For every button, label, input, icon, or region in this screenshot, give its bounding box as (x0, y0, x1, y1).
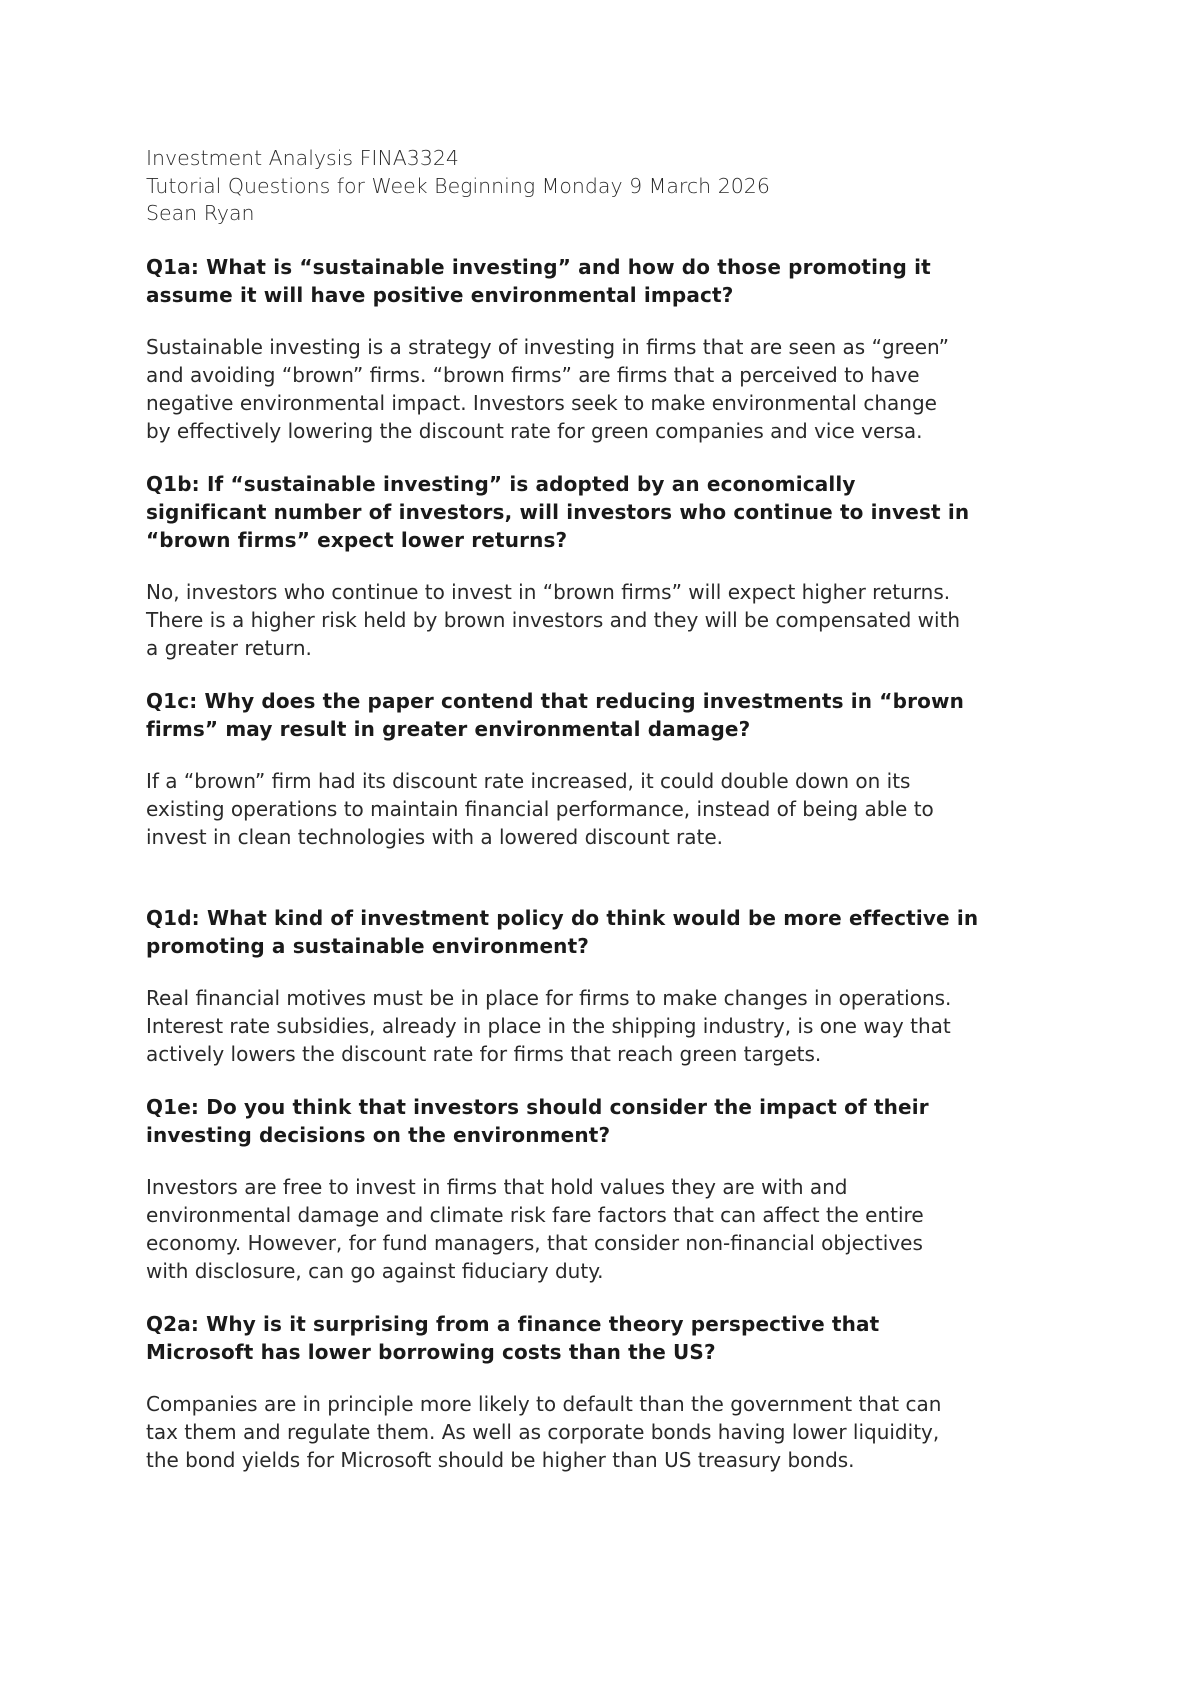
question-line: Q1a: What is “sustainable investing” and how do those promoting it (146, 254, 931, 279)
question-line: Q1d: What kind of investment policy do think would be more effective in (146, 905, 979, 930)
answer-line: and avoiding “brown” firms. “brown firms” are firms that a perceived to have (146, 362, 920, 387)
answer-paragraph (146, 1173, 1076, 1285)
answer-line: economy. However, for fund managers, that consider non-financial objectives (146, 1230, 923, 1255)
question-heading (146, 253, 1076, 309)
question-line: assume it will have positive environmental impact? (146, 282, 734, 307)
answer-line: the bond yields for Microsoft should be higher than US treasury bonds. (146, 1447, 855, 1472)
answer-paragraph (146, 767, 1076, 851)
question-line: Q1b: If “sustainable investing” is adopted by an economically (146, 471, 856, 496)
answer-line: Real financial motives must be in place for firms to make changes in operations. (146, 985, 952, 1010)
answer-line: with disclosure, can go against fiduciary duty. (146, 1258, 604, 1283)
question-heading (146, 904, 1076, 960)
answer-line: If a “brown” firm had its discount rate increased, it could double down on its (146, 768, 911, 793)
section-q1a (146, 253, 1076, 445)
question-line: Q1e: Do you think that investors should consider the impact of their (146, 1094, 929, 1119)
tutorial-subtitle: Tutorial Questions for Week Beginning Monday 9 March 2026 (146, 173, 770, 198)
answer-line: negative environmental impact. Investors seek to make environmental change (146, 390, 937, 415)
question-line: significant number of investors, will investors who continue to invest in (146, 499, 970, 524)
answer-line: existing operations to maintain financial performance, instead of being able to (146, 796, 934, 821)
answer-line: a greater return. (146, 635, 312, 660)
question-heading (146, 1093, 1076, 1149)
document-header (146, 145, 1076, 228)
answer-line: invest in clean technologies with a lowered discount rate. (146, 824, 724, 849)
section-q1c (146, 687, 1076, 851)
question-heading (146, 1310, 1076, 1366)
answer-line: There is a higher risk held by brown investors and they will be compensated with (146, 607, 961, 632)
section-q1b (146, 470, 1076, 662)
question-heading (146, 470, 1076, 554)
answer-paragraph (146, 984, 1076, 1068)
question-line: firms” may result in greater environmental damage? (146, 716, 751, 741)
answer-line: Companies are in principle more likely to default than the government that can (146, 1391, 942, 1416)
question-heading (146, 687, 1076, 743)
section-q1e (146, 1093, 1076, 1285)
section-q2a (146, 1310, 1076, 1474)
answer-line: Interest rate subsidies, already in place in the shipping industry, is one way that (146, 1013, 951, 1038)
question-line: investing decisions on the environment? (146, 1122, 611, 1147)
section-q1d (146, 904, 1076, 1068)
answer-line: environmental damage and climate risk fare factors that can affect the entire (146, 1202, 924, 1227)
question-line: promoting a sustainable environment? (146, 933, 590, 958)
document-page (146, 145, 1076, 1474)
answer-line: No, investors who continue to invest in “brown firms” will expect higher returns. (146, 579, 951, 604)
course-title: Investment Analysis FINA3324 (146, 146, 459, 170)
question-line: Q1c: Why does the paper contend that reducing investments in “brown (146, 688, 964, 713)
answer-line: Sustainable investing is a strategy of investing in firms that are seen as “green” (146, 334, 949, 359)
answer-line: actively lowers the discount rate for firms that reach green targets. (146, 1041, 822, 1066)
answer-line: tax them and regulate them. As well as corporate bonds having lower liquidity, (146, 1419, 940, 1444)
answer-line: by effectively lowering the discount rate for green companies and vice versa. (146, 418, 923, 443)
answer-paragraph (146, 1390, 1076, 1474)
question-line: Microsoft has lower borrowing costs than the US? (146, 1339, 716, 1364)
answer-paragraph (146, 578, 1076, 662)
answer-line: Investors are free to invest in firms that hold values they are with and (146, 1174, 848, 1199)
question-line: “brown firms” expect lower returns? (146, 527, 568, 552)
answer-paragraph (146, 333, 1076, 445)
author-name: Sean Ryan (146, 201, 255, 225)
question-line: Q2a: Why is it surprising from a finance theory perspective that (146, 1311, 880, 1336)
